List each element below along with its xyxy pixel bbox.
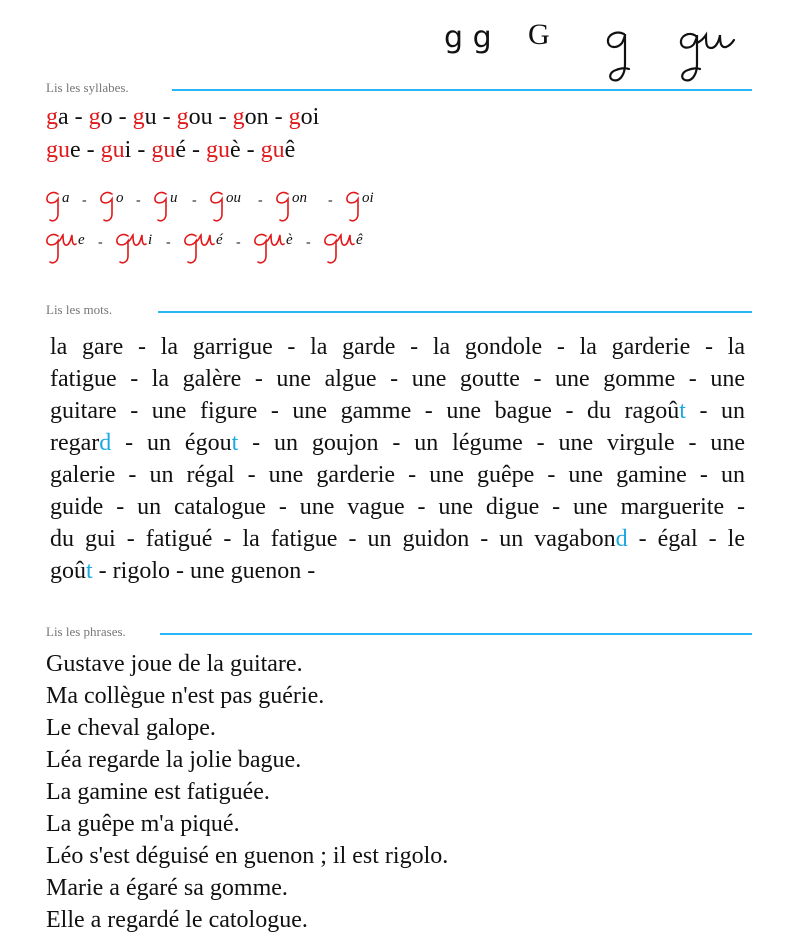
cursive-highlight-grapheme	[325, 235, 354, 263]
cursive-syllable	[347, 190, 374, 221]
cursive-highlight-grapheme	[101, 193, 112, 221]
cursive-highlight-grapheme	[47, 193, 58, 221]
separator: -	[212, 104, 233, 130]
cursive-syllable-rest: e	[78, 232, 85, 248]
cursive-syllable-rest: o	[116, 190, 124, 206]
cursive-syllable	[47, 232, 85, 263]
grapheme-highlight: g	[88, 104, 101, 130]
separator: -	[328, 193, 333, 208]
cursive-syllable-rest: é	[216, 232, 223, 248]
sentence: Marie a égaré sa gomme.	[46, 875, 288, 901]
syllable-line-cursive-2	[44, 222, 464, 272]
cursive-syllable	[47, 190, 70, 221]
cursive-highlight-grapheme	[347, 193, 358, 221]
cursive-syllable	[185, 232, 224, 263]
silent-letter: d	[615, 526, 628, 552]
separator: -	[80, 137, 101, 163]
syllable	[151, 137, 186, 163]
word-line	[50, 427, 745, 459]
cursive-highlight-grapheme	[155, 193, 166, 221]
separator: -	[82, 193, 87, 208]
syllable-rest: o	[100, 104, 113, 130]
grapheme-highlight: g	[288, 104, 301, 130]
grapheme-highlight: g	[132, 104, 145, 130]
word-text: la gare - la garrigue - la garde - la gondole - la garderie - la	[50, 334, 745, 360]
grapheme-highlight: g	[232, 104, 245, 130]
syllable-rest: ê	[284, 137, 296, 163]
silent-letter: t	[231, 430, 239, 456]
syllable	[233, 104, 269, 130]
syllable	[206, 137, 241, 163]
separator: -	[98, 235, 103, 250]
cursive-syllable-rest: i	[148, 232, 153, 248]
word-text: - un	[685, 398, 745, 424]
word-text: goû	[50, 558, 86, 584]
word-text: du gui - fatigué - la fatigue - un guidon - un vagabon	[50, 526, 616, 552]
separator: -	[185, 137, 206, 163]
grapheme-highlight: gu	[46, 137, 70, 163]
cursive-syllable	[211, 190, 241, 221]
word-line	[50, 331, 745, 363]
sentence: La gamine est fatiguée.	[46, 779, 270, 805]
syllable-rest: u	[144, 104, 157, 130]
syllable	[289, 104, 320, 130]
syllable	[46, 137, 81, 163]
cursive-highlight-grapheme	[211, 193, 222, 221]
grapheme-highlight: g	[176, 104, 189, 130]
separator: -	[306, 235, 311, 250]
syllable	[133, 104, 157, 130]
word-line	[50, 555, 745, 587]
syllable-rest: é	[175, 137, 186, 163]
word-line	[50, 395, 745, 427]
cursive-syllable	[155, 190, 178, 221]
separator: -	[112, 104, 133, 130]
syllable	[101, 137, 132, 163]
rule-line	[160, 633, 752, 635]
syllable-line-cursive-1	[44, 180, 464, 224]
silent-letter: d	[99, 430, 112, 456]
syllable	[177, 104, 213, 130]
print-capital-g: G	[528, 18, 550, 51]
cursive-gu-glyph	[676, 26, 736, 84]
rule-line	[158, 311, 752, 313]
cursive-syllable	[325, 232, 363, 263]
separator: -	[240, 137, 261, 163]
cursive-syllable-rest: a	[62, 190, 70, 206]
section-label: Lis les syllabes.	[46, 80, 129, 95]
sentence: La guêpe m'a piqué.	[46, 811, 240, 837]
section-label: Lis les mots.	[46, 302, 113, 317]
word-text: - égal - le	[627, 526, 745, 552]
syllable-rest: i	[124, 137, 132, 163]
separator: -	[131, 137, 152, 163]
section-header-sentences	[46, 624, 752, 644]
separator: -	[68, 104, 89, 130]
print-lowercase-g: g g	[444, 20, 492, 55]
silent-letter: t	[86, 558, 93, 584]
cursive-syllable-rest: è	[286, 232, 293, 248]
separator: -	[156, 104, 177, 130]
sentence: Ma collègue n'est pas guérie.	[46, 683, 325, 709]
grapheme-highlight: gu	[100, 137, 125, 163]
separator: -	[136, 193, 141, 208]
grapheme-highlight: gu	[260, 137, 285, 163]
syllable-rest: ou	[188, 104, 213, 130]
word-text: - un goujon - un légume - une virgule - une	[238, 430, 745, 456]
sentence: Elle a regardé le catologue.	[46, 907, 308, 933]
word-text: galerie - un régal - une garderie - une guêpe - une gamine - un	[50, 462, 745, 488]
word-text: regar	[50, 430, 100, 456]
separator: -	[258, 193, 263, 208]
section-header-words	[46, 302, 752, 322]
word-list	[50, 331, 745, 587]
sentence: Le cheval galope.	[46, 715, 216, 741]
section-header-syllables	[46, 80, 752, 100]
cursive-syllable-rest: ou	[226, 190, 241, 206]
syllable-rest: e	[70, 137, 81, 163]
cursive-highlight-grapheme	[117, 235, 146, 263]
cursive-highlight-grapheme	[255, 235, 284, 263]
separator: -	[192, 193, 197, 208]
cursive-syllable	[117, 232, 152, 263]
syllable-rest: a	[58, 104, 69, 130]
cursive-syllable	[277, 190, 307, 221]
syllable-line-print-2	[46, 137, 295, 164]
cursive-syllable	[255, 232, 293, 263]
syllable-rest: oi	[300, 104, 320, 130]
word-text: - un égou	[111, 430, 232, 456]
cursive-syllable	[101, 190, 124, 221]
cursive-g-glyph	[602, 28, 638, 84]
word-line	[50, 491, 745, 523]
word-text: - rigolo - une guenon -	[92, 558, 316, 584]
separator: -	[268, 104, 289, 130]
syllable-line-print-1	[46, 104, 319, 131]
sentence: Léa regarde la jolie bague.	[46, 747, 302, 773]
cursive-highlight-grapheme	[47, 235, 76, 263]
sentence-list	[46, 648, 448, 936]
syllable	[89, 104, 113, 130]
cursive-syllable-rest: on	[292, 190, 307, 206]
syllable-rest: è	[229, 137, 241, 163]
sentence: Gustave joue de la guitare.	[46, 651, 303, 677]
cursive-syllable-rest: oi	[362, 190, 374, 206]
cursive-syllable-rest: u	[170, 190, 178, 206]
word-line	[50, 459, 745, 491]
cursive-highlight-grapheme	[277, 193, 288, 221]
word-text: fatigue - la galère - une algue - une goutte - une gomme - une	[50, 366, 745, 392]
word-text: guitare - une figure - une gamme - une bague - du ragoû	[50, 398, 680, 424]
syllable	[261, 137, 296, 163]
separator: -	[236, 235, 241, 250]
syllable	[46, 104, 69, 130]
sentence: Léo s'est déguisé en guenon ; il est rigolo.	[46, 843, 449, 869]
section-label: Lis les phrases.	[46, 624, 126, 639]
grapheme-highlight: g	[46, 104, 58, 130]
letter-header	[0, 14, 800, 84]
word-line	[50, 363, 745, 395]
separator: -	[166, 235, 171, 250]
syllable-rest: on	[244, 104, 269, 130]
cursive-highlight-grapheme	[185, 235, 214, 263]
word-line	[50, 523, 745, 555]
cursive-syllable-rest: ê	[356, 232, 363, 248]
rule-line	[172, 89, 752, 91]
grapheme-highlight: gu	[205, 137, 230, 163]
silent-letter: t	[679, 398, 686, 424]
word-text: guide - un catalogue - une vague - une digue - une marguerite -	[50, 494, 745, 520]
grapheme-highlight: gu	[151, 137, 176, 163]
